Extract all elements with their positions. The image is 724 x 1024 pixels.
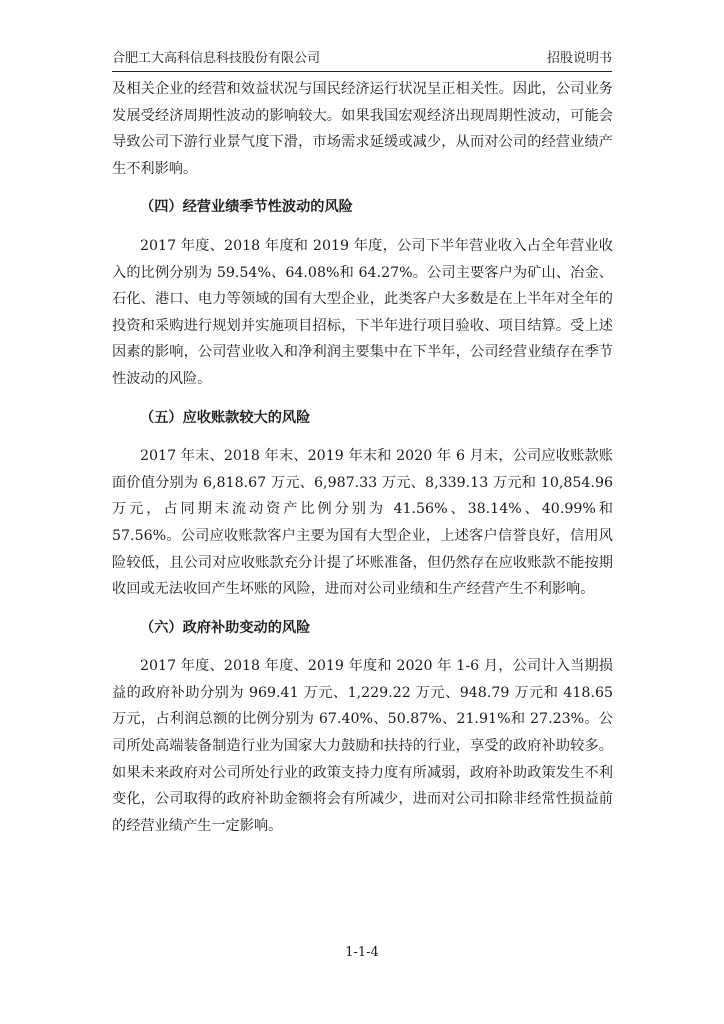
section-heading-receivables-risk: （五）应收账款较大的风险 (140, 409, 311, 426)
page-body (112, 76, 613, 839)
page-number: 1-1-4 (345, 945, 379, 960)
document-type: 招股说明书 (546, 51, 612, 66)
page-header (112, 48, 612, 70)
section-heading-subsidy-risk: （六）政府补助变动的风险 (140, 619, 311, 636)
section-body-receivables-risk: 2017 年末、2018 年末、2019 年末和 2020 年 6 月末，公司应收账款账面价值分别为 6,818.67 万元、6,987.33 万元、8,339.13 万元和 10,854.96 万元，占同期末流动资产比例分别为 41.56%、38.14%、40.99%和 57.56%。公司应收账款客户主要为国有大型企业，上述客户信誉良好，信用风险较低，且公司对应收账款充分计提了坏账准备，但仍然存在应收账款不能按期收回或无法收回产生坏账的风险，进而对公司业绩和生产经营产生不利影响。 (112, 448, 613, 598)
intro-paragraph: 及相关企业的经营和效益状况与国民经济运行状况呈正相关性。因此，公司业务发展受经济周期性波动的影响较大。如果我国宏观经济出现周期性波动，可能会导致公司下游行业景气度下滑，市场需求延缓或减少，从而对公司的经营业绩产生不利影响。 (112, 81, 613, 177)
header-divider (112, 71, 612, 72)
section-body-subsidy-risk: 2017 年度、2018 年度、2019 年度和 2020 年 1-6 月，公司计入当期损益的政府补助分别为 969.41 万元、1,229.22 万元、948.79 万元和 418.65 万元，占利润总额的比例分别为 67.40%、50.87%、21.91%和 27.23%。公司所处高端装备制造行业为国家大力鼓励和扶持的行业，享受的政府补助较多。如果未来政府对公司所处行业的政策支持力度有所减弱，政府补助政策发生不利变化，公司取得的政府补助金额将会有所减少，进而对公司扣除非经常性损益前的经营业绩产生一定影响。 (112, 658, 613, 834)
section-body-seasonal-risk: 2017 年度、2018 年度和 2019 年度，公司下半年营业收入占全年营业收入的比例分别为 59.54%、64.08%和 64.27%。公司主要客户为矿山、冶金、石化、港口、电力等领域的国有大型企业，此类客户大多数是在上半年对全年的投资和采购进行规划并实施项目招标，下半年进行项目验收、项目结算。受上述因素的影响，公司营业收入和净利润主要集中在下半年，公司经营业绩存在季节性波动的风险。 (112, 237, 613, 387)
company-name: 合肥工大高科信息科技股份有限公司 (112, 51, 321, 66)
section-heading-seasonal-risk: （四）经营业绩季节性波动的风险 (140, 199, 353, 216)
